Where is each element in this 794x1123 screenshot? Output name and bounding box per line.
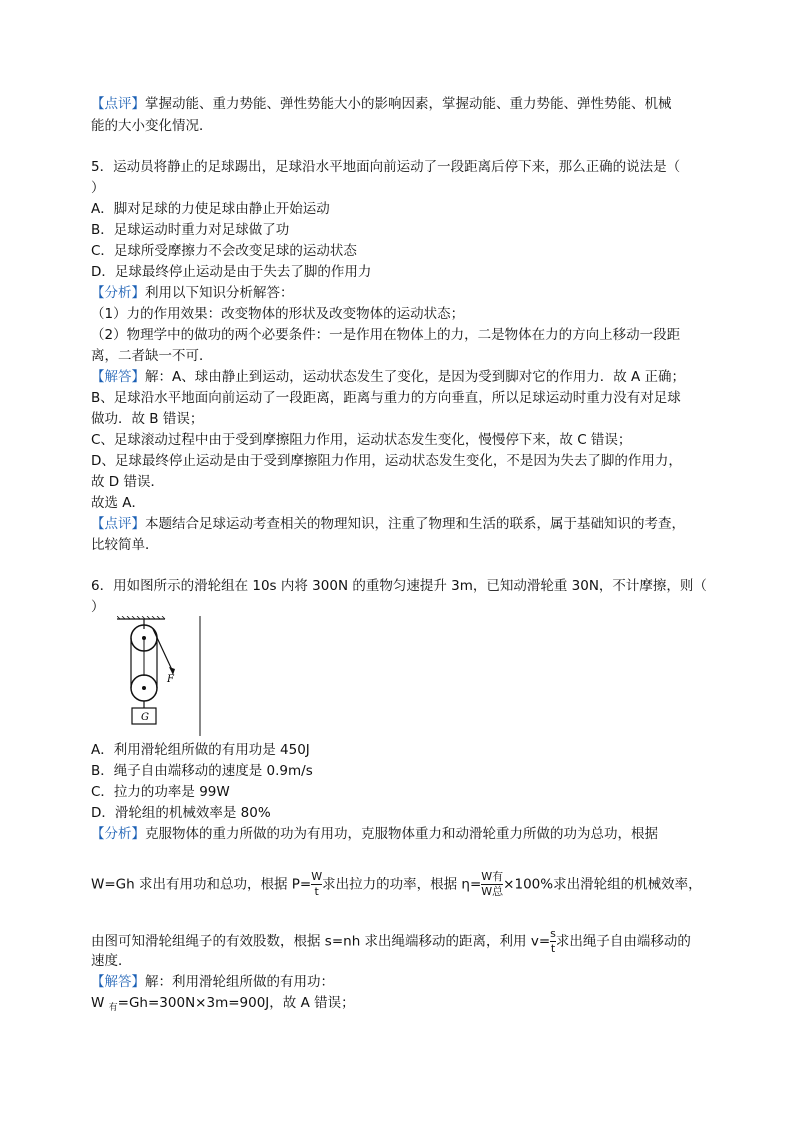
review-tag: 【点评】 — [91, 96, 145, 112]
q5-analysis-p2a: （2）物理学中的做功的两个必要条件：一是作用在物体上的力，二是物体在力的方向上移动一段距 — [91, 327, 681, 343]
q6-analysis-line-3 — [91, 928, 691, 955]
force-label: F — [167, 674, 174, 685]
fraction-velocity — [550, 928, 556, 955]
analysis2-c: ×100%求出滑轮组的机械效率， — [503, 876, 702, 893]
q6-option-c: C．拉力的功率是 99W — [91, 784, 230, 800]
analysis-intro: 利用以下知识分析解答： — [145, 285, 294, 301]
q5-answer-b1: B、足球沿水平地面向前运动了一段距离，距离与重力的方向垂直，所以足球运动时重力没有对足球 — [91, 390, 681, 406]
q6-analysis-line-1 — [91, 824, 658, 844]
q6-answer-line-1 — [91, 972, 334, 992]
frac-eff-den: W总 — [481, 885, 504, 898]
analysis3-b: 求出绳子自由端移动的 — [555, 933, 691, 950]
q5-choose: 故选 A． — [91, 495, 146, 511]
q5-answer-c: C、足球滚动过程中由于受到摩擦阻力作用，运动状态发生变化，慢慢停下来，故 C 错误； — [91, 432, 632, 448]
frac-power-num: W — [311, 870, 323, 883]
q6-analysis-line-4: 速度． — [91, 953, 132, 969]
frac-v-num: s — [550, 927, 556, 940]
q5-answer-a — [91, 367, 685, 387]
q6-option-d: D．滑轮组的机械效率是 80% — [91, 805, 271, 821]
frac-power-den: t — [314, 885, 319, 898]
q6-answer-line-2 — [91, 993, 355, 1018]
q6-stem-line-2: ） — [91, 599, 105, 615]
q5-stem-line-1: 5．运动员将静止的足球踢出，足球沿水平地面向前运动了一段距离后停下来，那么正确的说法是（ — [91, 159, 681, 175]
q5-option-d: D．足球最终停止运动是由于失去了脚的作用力 — [91, 264, 372, 280]
answer-tag: 【解答】 — [91, 369, 145, 385]
analysis2-a: W=Gh 求出有用功和总功，根据 P= — [91, 876, 312, 893]
q5-answer-b2: 做功．故 B 错误； — [91, 411, 204, 427]
w-equation: =Gh=300N×3m=900J，故 A 错误； — [117, 995, 355, 1011]
q6-option-a: A．利用滑轮组所做的有用功是 450J — [91, 742, 310, 758]
q5-option-c: C．足球所受摩擦力不会改变足球的运动状态 — [91, 243, 357, 259]
prev-review-line-1 — [91, 94, 672, 114]
prev-review-line-2: 能的大小变化情况． — [91, 118, 213, 134]
fraction-efficiency — [481, 871, 503, 898]
q5-review-line-2: 比较简单． — [91, 537, 159, 553]
w-label: W — [91, 995, 109, 1011]
fraction-power — [311, 871, 322, 898]
q5-analysis-p2b: 离，二者缺一不可． — [91, 348, 213, 364]
q5-review-line-1 — [91, 514, 685, 534]
analysis-tag: 【分析】 — [91, 826, 145, 842]
q5-option-a: A．脚对足球的力使足球由静止开始运动 — [91, 201, 330, 217]
review-tag: 【点评】 — [91, 516, 145, 532]
answer-tag: 【解答】 — [91, 974, 145, 990]
q5-answer-d1: D、足球最终停止运动是由于受到摩擦阻力作用，运动状态发生变化，不是因为失去了脚的作用力， — [91, 453, 682, 469]
q5-stem-line-2: ） — [91, 180, 105, 196]
q5-analysis-p1: （1）力的作用效果：改变物体的形状及改变物体的运动状态； — [91, 306, 465, 322]
w-subscript: 有 — [108, 1003, 118, 1013]
review-text: 本题结合足球运动考查相关的物理知识，注重了物理和生活的联系，属于基础知识的考查， — [145, 516, 685, 532]
q5-answer-d2: 故 D 错误． — [91, 474, 164, 490]
pulley-figure — [117, 616, 201, 736]
answer-intro: 解：利用滑轮组所做的有用功： — [145, 974, 334, 990]
q6-option-b: B．绳子自由端移动的速度是 0.9m/s — [91, 763, 313, 779]
frac-v-den: t — [550, 942, 556, 955]
analysis-tag: 【分析】 — [91, 285, 145, 301]
q6-stem-line-1: 6．用如图所示的滑轮组在 10s 内将 300N 的重物匀速提升 3m，已知动滑轮重 30N，不计摩擦，则（ — [91, 578, 707, 594]
q5-analysis-line — [91, 283, 294, 303]
weight-label: G — [141, 712, 149, 723]
q6-analysis-line-2 — [91, 871, 702, 898]
analysis-text: 克服物体的重力所做的功为有用功，克服物体重力和动滑轮重力所做的功为总功，根据 — [145, 826, 658, 842]
analysis3-a: 由图可知滑轮组绳子的有效股数，根据 s=nh 求出绳端移动的距离，利用 v= — [91, 933, 551, 950]
q5-option-b: B．足球运动时重力对足球做了功 — [91, 222, 290, 238]
analysis2-b: 求出拉力的功率，根据 η= — [322, 876, 482, 893]
review-text: 掌握动能、重力势能、弹性势能大小的影响因素，掌握动能、重力势能、弹性势能、机械 — [145, 96, 672, 112]
frac-eff-num: W有 — [481, 870, 504, 883]
answer-a-text: 解：A、球由静止到运动，运动状态发生了变化，是因为受到脚对它的作用力．故 A 正确； — [145, 369, 686, 385]
